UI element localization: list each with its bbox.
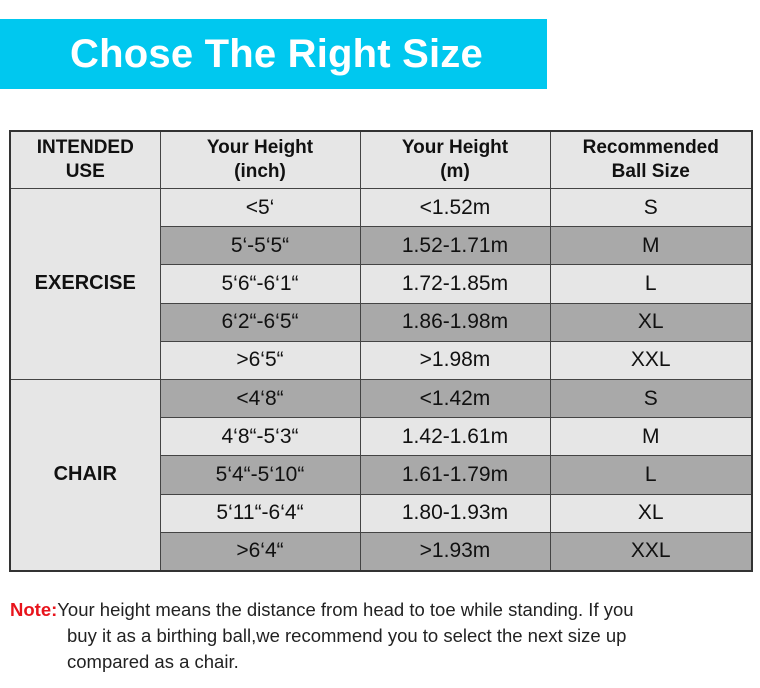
- height-m-cell: 1.72-1.85m: [360, 265, 550, 303]
- height-inch-cell: 5‘11“-6‘4“: [160, 494, 360, 532]
- note-line-2: buy it as a birthing ball,we recommend you to select the next size up: [67, 625, 627, 646]
- title-banner: [0, 19, 547, 89]
- height-inch-cell: >6‘4“: [160, 532, 360, 571]
- height-m-cell: 1.52-1.71m: [360, 227, 550, 265]
- ball-size-cell: XL: [550, 303, 752, 341]
- table-row: [10, 379, 752, 417]
- use-chair: CHAIR: [10, 379, 160, 571]
- ball-size-cell: XXL: [550, 341, 752, 379]
- height-inch-cell: <5‘: [160, 189, 360, 227]
- height-inch-cell: 4‘8“-5‘3“: [160, 418, 360, 456]
- use-exercise: EXERCISE: [10, 189, 160, 380]
- table-row: [10, 189, 752, 227]
- height-m-cell: 1.80-1.93m: [360, 494, 550, 532]
- height-m-cell: >1.98m: [360, 341, 550, 379]
- height-m-cell: >1.93m: [360, 532, 550, 571]
- note-text-1: Your height means the distance from head to toe while standing. If you: [57, 599, 634, 620]
- ball-size-cell: S: [550, 189, 752, 227]
- header-height-inch: Your Height (inch): [160, 131, 360, 189]
- height-inch-cell: 5‘-5‘5“: [160, 227, 360, 265]
- header-row: [10, 131, 752, 189]
- ball-size-cell: XXL: [550, 532, 752, 571]
- ball-size-cell: M: [550, 418, 752, 456]
- note-line-1: [10, 597, 750, 623]
- height-inch-cell: >6‘5“: [160, 341, 360, 379]
- height-m-cell: 1.42-1.61m: [360, 418, 550, 456]
- height-m-cell: 1.86-1.98m: [360, 303, 550, 341]
- header-intended-use: INTENDED USE: [10, 131, 160, 189]
- ball-size-cell: L: [550, 456, 752, 494]
- size-chart-table: [9, 130, 753, 572]
- height-m-cell: <1.52m: [360, 189, 550, 227]
- height-m-cell: <1.42m: [360, 379, 550, 417]
- height-inch-cell: 5‘4“-5‘10“: [160, 456, 360, 494]
- height-m-cell: 1.61-1.79m: [360, 456, 550, 494]
- height-inch-cell: 6‘2“-6‘5“: [160, 303, 360, 341]
- note-block: [10, 597, 750, 675]
- ball-size-cell: M: [550, 227, 752, 265]
- height-inch-cell: <4‘8“: [160, 379, 360, 417]
- header-height-m: Your Height (m): [360, 131, 550, 189]
- ball-size-cell: XL: [550, 494, 752, 532]
- page-title: Chose The Right Size: [70, 31, 483, 76]
- note-line-3: compared as a chair.: [67, 651, 239, 672]
- note-label: Note:: [10, 599, 58, 620]
- ball-size-cell: S: [550, 379, 752, 417]
- header-ball-size: Recommended Ball Size: [550, 131, 752, 189]
- ball-size-cell: L: [550, 265, 752, 303]
- height-inch-cell: 5‘6“-6‘1“: [160, 265, 360, 303]
